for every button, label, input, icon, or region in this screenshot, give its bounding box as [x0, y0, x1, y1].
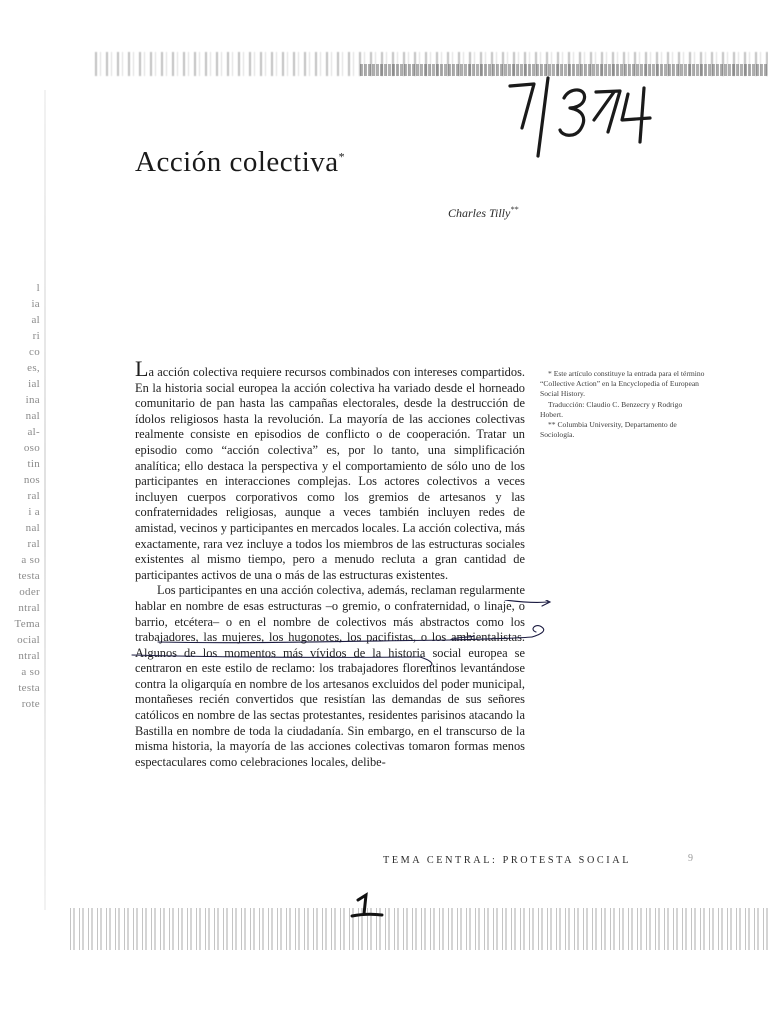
article-title: Acción colectiva* — [135, 146, 346, 178]
paragraph-1: La acción colectiva requiere recursos combinados con intereses compartidos. En la historia social europea la acción colectiva ha variado desde el horneado comunitario de pan hasta las campañas electorales, desde la destrucción de ídolos religiosos hasta la revolución. La mayoría de las acciones colectivas realmente consiste en episodios de conflicto o de cooperación. Tratar un episodio como “acción colectiva” es, por lo tanto, una simplificación analítica; ello destaca la perspectiva y el comportamiento de sólo uno de los participantes en interacciones complejas. Los actores colectivos a veces incluyen cuerpos corporativos como los gremios de artesanos y las confraternidades religiosas, aunque a veces también incluyen redes de amistad, vecinos y participantes en mercados locales. La acción colectiva, más exactamente, rara vez incluye a todos los miembros de las estructuras sociales existentes al mismo tiempo, pero a menudo recluta a gran cantidad de participantes activos de una o más de las estructuras existentes. — [135, 356, 525, 582]
margin-fragment: l — [36, 282, 40, 294]
margin-fragment: oso — [23, 442, 40, 454]
margin-fragment: ntral — [18, 602, 40, 614]
footnotes — [540, 369, 705, 440]
footnote-1: * Este artículo constituye la entrada para el término “Collective Action” en la Encyclopedia of European Social History. — [540, 369, 705, 399]
margin-fragment: co — [29, 346, 40, 358]
margin-fragment: testa — [18, 570, 40, 582]
footnote-3: ** Columbia University, Departamento de Sociología. — [540, 420, 677, 440]
margin-fragment: nal — [25, 410, 40, 422]
footnote-2: Traducción: Claudio C. Benzecry y Rodrigo Hobert. — [540, 399, 683, 419]
margin-fragment: testa — [18, 682, 40, 694]
margin-fragment: ial — [28, 378, 40, 390]
margin-fragment: es, — [27, 362, 40, 374]
margin-fragment: ral — [27, 490, 40, 502]
handwritten-page-number — [504, 72, 674, 162]
margin-fragment: nos — [23, 474, 40, 486]
margin-fragment: al- — [27, 426, 40, 438]
margin-fragment: nal — [25, 522, 40, 534]
margin-fragment: ntral — [18, 650, 40, 662]
margin-fragment: i a — [28, 506, 40, 518]
margin-fragment: ri — [32, 330, 40, 342]
margin-fragment: ral — [27, 538, 40, 550]
margin-fragment: rote — [21, 698, 40, 710]
margin-fragment: Tema — [14, 618, 40, 630]
paragraph-2: Los participantes en una acción colectiva, además, reclaman regularmente hablar en nombre de esas estructuras –o gremio, o confraternidad, o linaje, o barrio, etcétera– o en el nombre de colectivos más abstractos como los trabajadores, las mujeres, los hugonotes, los pacifistas, o los ambientalistas. Algunos de los momentos más vívidos de la historia social europea se centraron en este estilo de reclamo: los trabajadores florentinos levantándose contra la oligarquía en nombre de los artesanos excluidos del poder municipal, montañeses recién convertidos que resistían las demandas de sus señores católicos en nombre de las sectas protestantes, residentes parisinos atacando la Bastilla en nombre de toda la ciudadanía. Sin embargo, en el transcurso de la misma historia, la mayoría de las acciones colectivas tomaron formas menos espectaculares como celebraciones locales, delibe- — [135, 583, 525, 769]
margin-fragment: a so — [21, 554, 40, 566]
left-margin-bleed — [0, 280, 46, 850]
margin-fragment: oder — [19, 586, 40, 598]
margin-fragment: ia — [31, 298, 40, 310]
margin-fragment: al — [31, 314, 40, 326]
scan-noise-bottom — [70, 908, 768, 950]
pen-underline-annotation — [130, 600, 560, 680]
margin-fragment: ocial — [17, 634, 40, 646]
article-author: Charles Tilly** — [448, 205, 519, 220]
margin-fragment: tin — [27, 458, 40, 470]
drop-cap: L — [135, 356, 149, 381]
running-footer: TEMA CENTRAL: PROTESTA SOCIAL — [383, 855, 632, 866]
footer-page-number: 9 — [688, 853, 693, 864]
margin-fragment: a so — [21, 666, 40, 678]
article-body — [135, 356, 525, 770]
margin-fragment: ina — [25, 394, 40, 406]
